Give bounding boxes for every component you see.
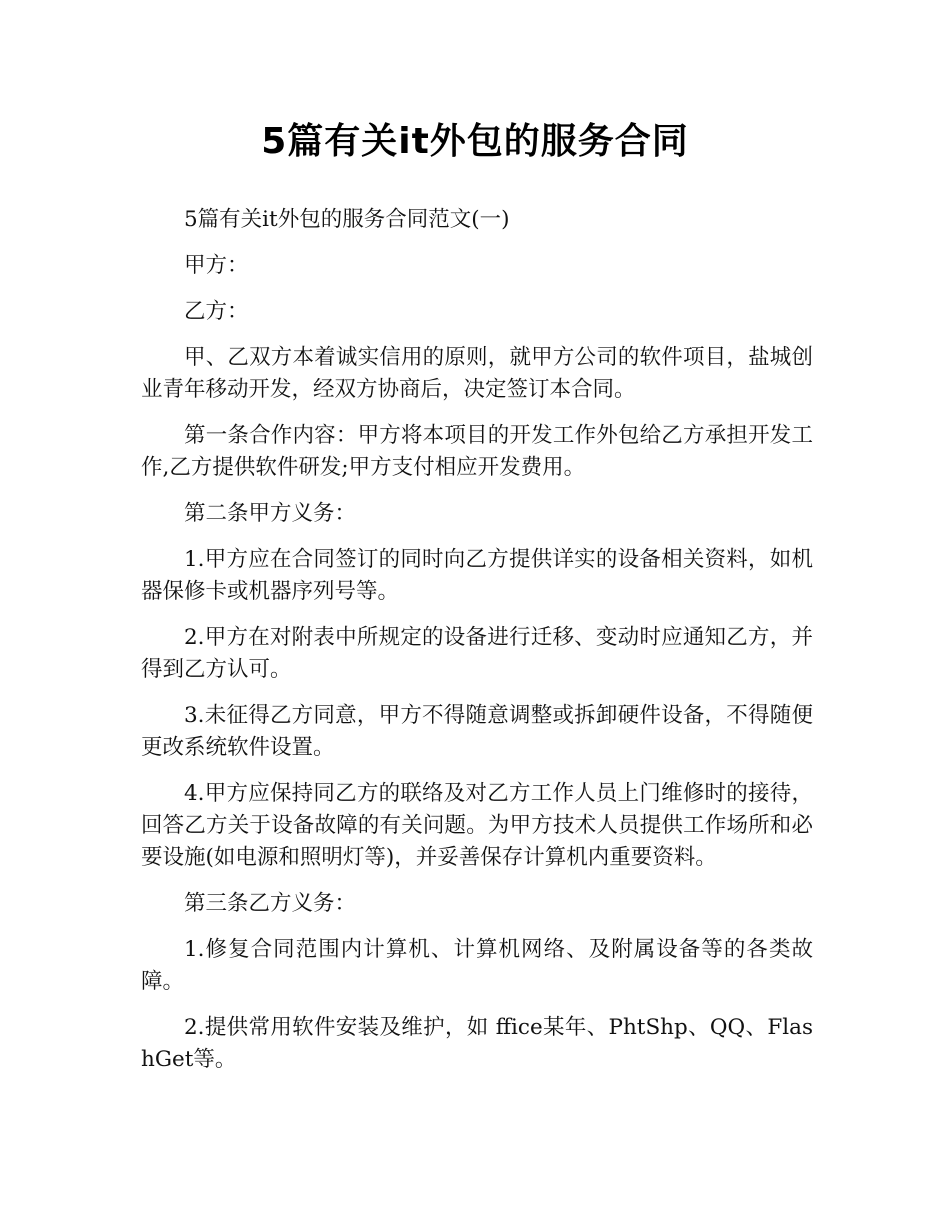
paragraph-party-a: 甲方：: [184, 253, 249, 278]
paragraph-article-2-item-2: 2.甲方在对附表中所规定的设备进行迁移、变动时应通知乙方，并得到乙方认可。: [141, 625, 813, 682]
paragraph-article-2-heading: 第二条甲方义务：: [184, 501, 357, 526]
paragraph-article-3-heading: 第三条乙方义务：: [184, 891, 357, 916]
document-body: [141, 204, 813, 1090]
paragraph-party-b: 乙方：: [184, 299, 249, 324]
paragraph-article-3-item-2: 2.提供常用软件安装及维护，如 ffice某年、PhtShp、QQ、FlashGet等。: [141, 1015, 813, 1072]
paragraph-article-2-item-1: 1.甲方应在合同签订的同时向乙方提供详实的设备相关资料，如机器保修卡或机器序列号等。: [141, 547, 813, 604]
document-title: 5篇有关it外包的服务合同: [261, 121, 689, 162]
paragraph-article-2-item-4: 4.甲方应保持同乙方的联络及对乙方工作人员上门维修时的接待，回答乙方关于设备故障的有关问题。为甲方技术人员提供工作场所和必要设施(如电源和照明灯等)，并妥善保存计算机内重要资料。: [141, 781, 813, 870]
paragraph-article-3-item-1: 1.修复合同范围内计算机、计算机网络、及附属设备等的各类故障。: [141, 937, 813, 994]
paragraph-article-2-item-3: 3.未征得乙方同意，甲方不得随意调整或拆卸硬件设备，不得随便更改系统软件设置。: [141, 703, 813, 760]
paragraph-preamble: 甲、乙双方本着诚实信用的原则，就甲方公司的软件项目，盐城创业青年移动开发，经双方协商后，决定签订本合同。: [141, 345, 813, 402]
paragraph-article-1: 第一条合作内容：甲方将本项目的开发工作外包给乙方承担开发工作,乙方提供软件研发;甲方支付相应开发费用。: [141, 423, 813, 480]
paragraph-subtitle: 5篇有关it外包的服务合同范文(一): [184, 207, 510, 232]
